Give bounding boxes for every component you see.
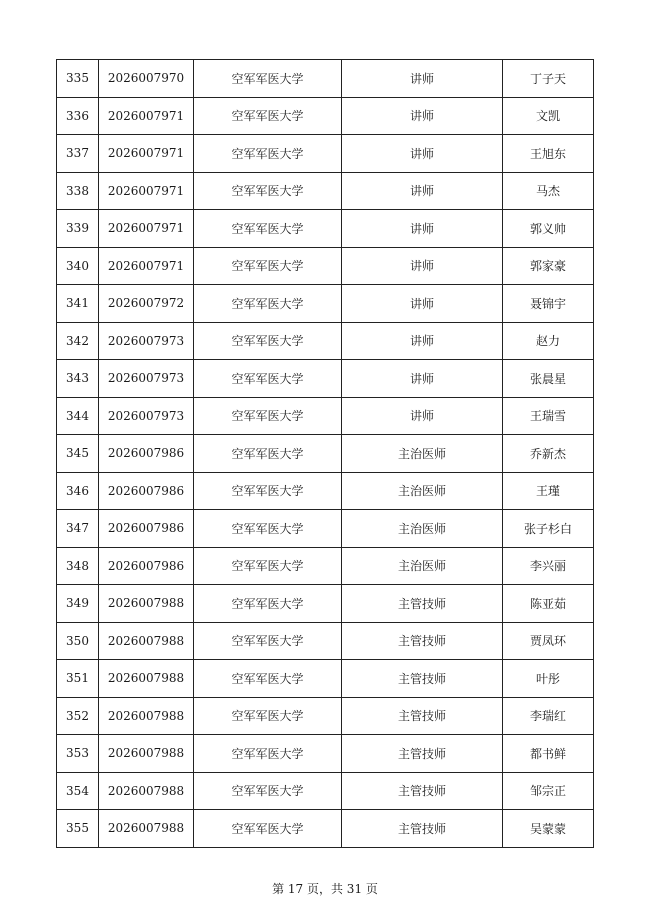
position-code-cell: 2026007988	[99, 585, 194, 623]
table-row	[57, 547, 594, 585]
row-number-cell: 348	[57, 547, 99, 585]
position-code-cell: 2026007973	[99, 397, 194, 435]
person-name-cell: 马杰	[503, 172, 594, 210]
table-row	[57, 435, 594, 473]
position-code-cell: 2026007971	[99, 247, 194, 285]
row-number-cell: 351	[57, 660, 99, 698]
table-row	[57, 60, 594, 98]
job-title-cell: 主管技师	[342, 697, 503, 735]
unit-name-cell: 空军军医大学	[194, 97, 342, 135]
unit-name-cell: 空军军医大学	[194, 322, 342, 360]
person-name-cell: 叶彤	[503, 660, 594, 698]
position-code-cell: 2026007970	[99, 60, 194, 98]
position-code-cell: 2026007973	[99, 322, 194, 360]
position-code-cell: 2026007971	[99, 135, 194, 173]
unit-name-cell: 空军军医大学	[194, 60, 342, 98]
row-number-cell: 354	[57, 772, 99, 810]
job-title-cell: 讲师	[342, 135, 503, 173]
row-number-cell: 355	[57, 810, 99, 848]
position-code-cell: 2026007988	[99, 697, 194, 735]
person-name-cell: 张子杉白	[503, 510, 594, 548]
table-row	[57, 397, 594, 435]
person-name-cell: 文凯	[503, 97, 594, 135]
job-title-cell: 讲师	[342, 285, 503, 323]
table-row	[57, 322, 594, 360]
row-number-cell: 336	[57, 97, 99, 135]
person-name-cell: 丁子天	[503, 60, 594, 98]
unit-name-cell: 空军军医大学	[194, 285, 342, 323]
table-row	[57, 472, 594, 510]
roster-table	[56, 59, 594, 848]
unit-name-cell: 空军军医大学	[194, 547, 342, 585]
page-footer: 第 17 页，共 31 页	[272, 882, 378, 896]
row-number-cell: 345	[57, 435, 99, 473]
position-code-cell: 2026007971	[99, 210, 194, 248]
person-name-cell: 王瑾	[503, 472, 594, 510]
job-title-cell: 讲师	[342, 210, 503, 248]
job-title-cell: 主管技师	[342, 810, 503, 848]
position-code-cell: 2026007986	[99, 510, 194, 548]
table-row	[57, 97, 594, 135]
person-name-cell: 邹宗正	[503, 772, 594, 810]
table-row	[57, 772, 594, 810]
row-number-cell: 347	[57, 510, 99, 548]
unit-name-cell: 空军军医大学	[194, 810, 342, 848]
person-name-cell: 乔新杰	[503, 435, 594, 473]
position-code-cell: 2026007986	[99, 472, 194, 510]
person-name-cell: 郭家豪	[503, 247, 594, 285]
job-title-cell: 讲师	[342, 172, 503, 210]
table-row	[57, 247, 594, 285]
person-name-cell: 都书鲜	[503, 735, 594, 773]
person-name-cell: 郭义帅	[503, 210, 594, 248]
job-title-cell: 讲师	[342, 360, 503, 398]
position-code-cell: 2026007972	[99, 285, 194, 323]
job-title-cell: 讲师	[342, 60, 503, 98]
table-row	[57, 210, 594, 248]
table-row	[57, 660, 594, 698]
person-name-cell: 吴蒙蒙	[503, 810, 594, 848]
unit-name-cell: 空军军医大学	[194, 435, 342, 473]
job-title-cell: 主管技师	[342, 660, 503, 698]
table-row	[57, 810, 594, 848]
table-row	[57, 135, 594, 173]
job-title-cell: 主管技师	[342, 772, 503, 810]
unit-name-cell: 空军军医大学	[194, 360, 342, 398]
table-row	[57, 360, 594, 398]
row-number-cell: 350	[57, 622, 99, 660]
roster-table-body	[57, 60, 594, 848]
position-code-cell: 2026007971	[99, 172, 194, 210]
person-name-cell: 李瑞红	[503, 697, 594, 735]
position-code-cell: 2026007986	[99, 435, 194, 473]
person-name-cell: 聂锦宇	[503, 285, 594, 323]
unit-name-cell: 空军军医大学	[194, 585, 342, 623]
position-code-cell: 2026007988	[99, 735, 194, 773]
job-title-cell: 讲师	[342, 247, 503, 285]
job-title-cell: 主治医师	[342, 547, 503, 585]
job-title-cell: 主治医师	[342, 472, 503, 510]
position-code-cell: 2026007988	[99, 810, 194, 848]
job-title-cell: 讲师	[342, 322, 503, 360]
row-number-cell: 338	[57, 172, 99, 210]
job-title-cell: 主治医师	[342, 435, 503, 473]
position-code-cell: 2026007988	[99, 660, 194, 698]
table-row	[57, 285, 594, 323]
unit-name-cell: 空军军医大学	[194, 472, 342, 510]
unit-name-cell: 空军军医大学	[194, 135, 342, 173]
unit-name-cell: 空军军医大学	[194, 247, 342, 285]
row-number-cell: 341	[57, 285, 99, 323]
job-title-cell: 主管技师	[342, 735, 503, 773]
position-code-cell: 2026007988	[99, 622, 194, 660]
row-number-cell: 342	[57, 322, 99, 360]
unit-name-cell: 空军军医大学	[194, 735, 342, 773]
person-name-cell: 李兴丽	[503, 547, 594, 585]
job-title-cell: 讲师	[342, 97, 503, 135]
person-name-cell: 王瑞雪	[503, 397, 594, 435]
row-number-cell: 353	[57, 735, 99, 773]
table-row	[57, 622, 594, 660]
person-name-cell: 王旭东	[503, 135, 594, 173]
unit-name-cell: 空军军医大学	[194, 397, 342, 435]
person-name-cell: 贾凤环	[503, 622, 594, 660]
position-code-cell: 2026007971	[99, 97, 194, 135]
row-number-cell: 340	[57, 247, 99, 285]
job-title-cell: 主管技师	[342, 585, 503, 623]
job-title-cell: 讲师	[342, 397, 503, 435]
row-number-cell: 352	[57, 697, 99, 735]
unit-name-cell: 空军军医大学	[194, 772, 342, 810]
unit-name-cell: 空军军医大学	[194, 697, 342, 735]
table-row	[57, 697, 594, 735]
unit-name-cell: 空军军医大学	[194, 210, 342, 248]
row-number-cell: 339	[57, 210, 99, 248]
job-title-cell: 主管技师	[342, 622, 503, 660]
person-name-cell: 陈亚茹	[503, 585, 594, 623]
row-number-cell: 349	[57, 585, 99, 623]
row-number-cell: 344	[57, 397, 99, 435]
person-name-cell: 赵力	[503, 322, 594, 360]
row-number-cell: 346	[57, 472, 99, 510]
person-name-cell: 张晨星	[503, 360, 594, 398]
row-number-cell: 343	[57, 360, 99, 398]
position-code-cell: 2026007973	[99, 360, 194, 398]
row-number-cell: 337	[57, 135, 99, 173]
position-code-cell: 2026007988	[99, 772, 194, 810]
unit-name-cell: 空军军医大学	[194, 172, 342, 210]
table-row	[57, 510, 594, 548]
unit-name-cell: 空军军医大学	[194, 660, 342, 698]
table-row	[57, 585, 594, 623]
unit-name-cell: 空军军医大学	[194, 510, 342, 548]
table-row	[57, 172, 594, 210]
table-row	[57, 735, 594, 773]
unit-name-cell: 空军军医大学	[194, 622, 342, 660]
position-code-cell: 2026007986	[99, 547, 194, 585]
job-title-cell: 主治医师	[342, 510, 503, 548]
row-number-cell: 335	[57, 60, 99, 98]
